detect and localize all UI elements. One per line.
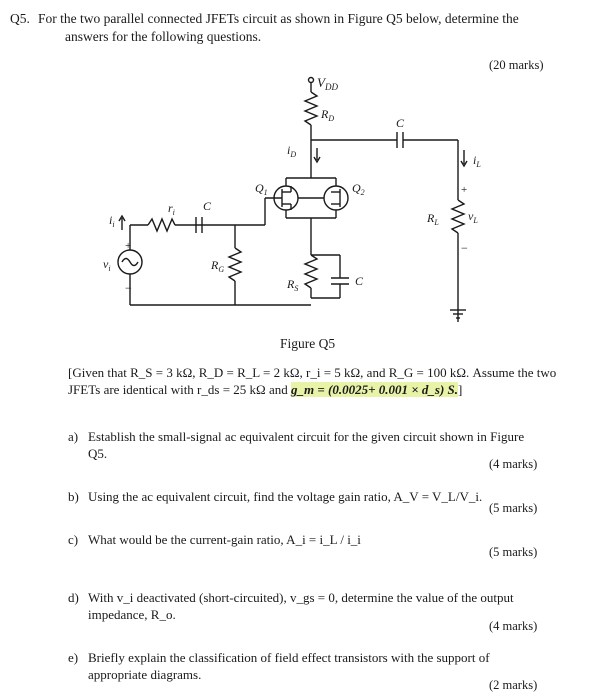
vdd-label: V bbox=[317, 75, 325, 90]
svg-text:RL: $R_L$ bbox=[427, 211, 439, 227]
part-b-label: b) bbox=[68, 489, 79, 504]
svg-text:iD: $i_D$ bbox=[287, 143, 297, 159]
id-label: i bbox=[287, 143, 291, 157]
vdd-terminal bbox=[309, 78, 314, 83]
part-c-text: What would be the current-gain ratio, A_i = i_L / i_i bbox=[88, 532, 361, 547]
given-info bbox=[68, 364, 598, 398]
part-d-text2: impedance, R_o. bbox=[88, 607, 176, 622]
svg-text:VDD: $V_{DD}$ bbox=[317, 75, 338, 92]
svg-text:Q1: $Q_1$ bbox=[255, 181, 268, 197]
vl-plus: + bbox=[461, 184, 468, 196]
q2-label: Q bbox=[352, 181, 361, 195]
part-e-text2: appropriate diagrams. bbox=[88, 667, 202, 682]
q1-label: Q bbox=[255, 181, 264, 195]
vi-minus: − bbox=[125, 281, 132, 295]
rg-resistor bbox=[229, 248, 241, 281]
vl-label: v bbox=[468, 209, 474, 223]
svg-text:iL: $i_L$ bbox=[473, 153, 481, 169]
part-c-marks: (5 marks) bbox=[489, 545, 538, 559]
part-d-marks: (4 marks) bbox=[489, 619, 538, 633]
c-bottom-label: C bbox=[355, 274, 364, 288]
ii-label: i bbox=[109, 213, 113, 227]
svg-text:RS: $R_S$ bbox=[287, 277, 299, 293]
rl-resistor bbox=[452, 200, 464, 233]
question-header bbox=[10, 10, 595, 46]
part-d-label: d) bbox=[68, 590, 79, 605]
question-intro-line2: answers for the following questions. bbox=[65, 29, 262, 44]
vi-plus: + bbox=[125, 240, 132, 252]
rl-label: R bbox=[427, 211, 435, 225]
q2-transistor bbox=[324, 186, 348, 210]
vi-label: v bbox=[103, 257, 109, 271]
part-e-text: Briefly explain the classification of field effect transistors with the support of bbox=[88, 650, 490, 665]
part-a-text: Establish the small-signal ac equivalent circuit for the given circuit shown in Figure bbox=[88, 429, 525, 444]
svg-text:vL: $v_L$ bbox=[468, 209, 478, 225]
part-a-marks: (4 marks) bbox=[489, 457, 538, 471]
part-c-label: c) bbox=[68, 532, 79, 547]
rd-label: R bbox=[321, 107, 329, 121]
given-line2: JFETs are identical with r_ds = 25 kΩ and g_m = (0.0025+ 0.001 × d_s) S.] bbox=[68, 382, 463, 397]
c-left-label: C bbox=[203, 199, 212, 213]
total-marks: (20 marks) bbox=[489, 58, 544, 72]
figure-caption: Figure Q5 bbox=[280, 336, 336, 351]
rg-label: R bbox=[211, 258, 219, 272]
part-d-text: With v_i deactivated (short-circuited), v_gs = 0, determine the value of the output bbox=[88, 590, 514, 605]
rd-resistor bbox=[305, 92, 317, 125]
svg-text:RG: $R_G$ bbox=[211, 258, 225, 274]
ri-label: r bbox=[168, 201, 173, 215]
rs-resistor bbox=[305, 255, 317, 288]
svg-text:Q2: $Q_2$ bbox=[352, 181, 365, 197]
gm-highlight: g_m = (0.0025+ 0.001 × d_s) S. bbox=[290, 382, 459, 397]
svg-text:ii: $i_i$ bbox=[109, 213, 115, 229]
c-top-label: C bbox=[396, 116, 405, 130]
part-a-label: a) bbox=[68, 429, 79, 444]
part-e-marks: (2 marks) bbox=[489, 678, 538, 692]
question-intro-line1: For the two parallel connected JFETs circuit as shown in Figure Q5 below, determine the bbox=[38, 11, 519, 26]
svg-text:ri: $r_i$ bbox=[168, 201, 175, 217]
part-b-marks: (5 marks) bbox=[489, 501, 538, 515]
rs-label: R bbox=[287, 277, 295, 291]
vl-minus: − bbox=[461, 241, 468, 255]
ri-resistor bbox=[148, 219, 175, 231]
part-e-label: e) bbox=[68, 650, 79, 665]
part-a-text2: Q5. bbox=[88, 446, 108, 461]
svg-text:RD: $R_D$ bbox=[321, 107, 335, 123]
svg-text:vi: $v_i$ bbox=[103, 257, 111, 273]
given-line1: [Given that R_S = 3 kΩ, R_D = R_L = 2 kΩ, r_i = 5 kΩ, and R_G = 100 kΩ. Assume the two bbox=[68, 365, 557, 380]
question-number: Q5. bbox=[10, 11, 30, 26]
circuit-diagram bbox=[95, 70, 515, 332]
part-d bbox=[68, 589, 598, 623]
part-b-text: Using the ac equivalent circuit, find the voltage gain ratio, A_V = V_L/V_i. bbox=[88, 489, 483, 504]
il-label: i bbox=[473, 153, 477, 167]
